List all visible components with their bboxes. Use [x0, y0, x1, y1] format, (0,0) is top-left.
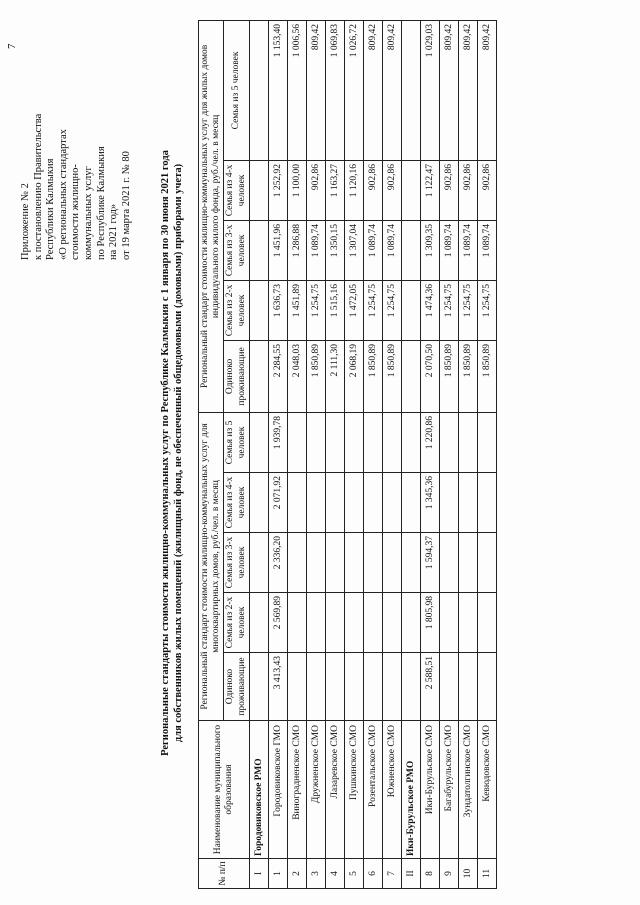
- table-row: [420, 20, 439, 888]
- value-cell: 902,86: [439, 160, 458, 220]
- table-row: [306, 20, 325, 888]
- value-cell: [401, 20, 420, 160]
- value-cell: [458, 412, 477, 472]
- value-cell: 809,42: [458, 20, 477, 160]
- value-cell: [344, 412, 363, 472]
- value-cell: [249, 160, 268, 220]
- value-cell: 1 006,56: [287, 20, 306, 160]
- municipality-name: Зундатолгинское СМО: [458, 721, 477, 859]
- value-cell: 1 636,73: [268, 280, 287, 340]
- municipality-name: Городовиковское ГМО: [268, 721, 287, 859]
- municipality-name: Городовиковское РМО: [249, 721, 268, 859]
- value-cell: 1 089,74: [439, 220, 458, 280]
- column-header-izhs-3: Семья из 4-х человек: [224, 160, 249, 220]
- column-header-izhs-1: Семья из 2-х человек: [224, 280, 249, 340]
- value-cell: [477, 412, 496, 472]
- value-cell: [458, 653, 477, 721]
- value-cell: 1 451,96: [268, 220, 287, 280]
- value-cell: 1 026,72: [344, 20, 363, 160]
- row-number: 8: [420, 859, 439, 889]
- value-cell: [382, 473, 401, 533]
- value-cell: [439, 653, 458, 721]
- value-cell: 902,86: [458, 160, 477, 220]
- page-number: 7: [6, 43, 18, 49]
- header-line: к постановлению Правительства: [32, 113, 44, 260]
- value-cell: [401, 340, 420, 412]
- municipality-name: Лазаревское СМО: [325, 721, 344, 859]
- value-cell: [458, 593, 477, 653]
- municipality-name: Розентальское СМО: [363, 721, 382, 859]
- group-header-mkd: Региональный стандарт стоимости жилищно-коммунальных услуг для многоквартирных домов, руб./чел. в месяц: [199, 412, 224, 720]
- value-cell: [477, 473, 496, 533]
- value-cell: 1 089,74: [363, 220, 382, 280]
- value-cell: 1 089,74: [458, 220, 477, 280]
- group-header-izhs: Региональный стандарт стоимости жилищно-коммунальных услуг для жилых домов индивидуального жилого фонда, руб./чел. в месяц: [199, 20, 224, 412]
- value-cell: 1 254,75: [439, 280, 458, 340]
- value-cell: 2 569,89: [268, 593, 287, 653]
- value-cell: 1 163,27: [325, 160, 344, 220]
- group-row: [249, 20, 268, 888]
- value-cell: [344, 653, 363, 721]
- table-row: [268, 20, 287, 888]
- value-cell: [401, 533, 420, 593]
- table-row: [344, 20, 363, 888]
- value-cell: 902,86: [477, 160, 496, 220]
- value-cell: 1 472,05: [344, 280, 363, 340]
- value-cell: [287, 473, 306, 533]
- value-cell: [439, 473, 458, 533]
- header-line: Приложение № 2: [20, 183, 31, 260]
- table-row: [439, 20, 458, 888]
- value-cell: [249, 220, 268, 280]
- value-cell: 1 345,36: [420, 473, 439, 533]
- header-line: коммунальных услуг: [82, 166, 94, 260]
- value-cell: 2 071,92: [268, 473, 287, 533]
- header-line: стоимости жилищно-: [70, 164, 82, 260]
- value-cell: 1 254,75: [382, 280, 401, 340]
- row-number: 5: [344, 859, 363, 889]
- row-number: II: [401, 859, 420, 889]
- value-cell: [344, 533, 363, 593]
- municipality-name: Виноградненское СМО: [287, 721, 306, 859]
- value-cell: [382, 533, 401, 593]
- header-line: на 2021 год»: [108, 203, 120, 260]
- value-cell: 1 451,89: [287, 280, 306, 340]
- value-cell: [306, 593, 325, 653]
- value-cell: 1 850,89: [458, 340, 477, 412]
- value-cell: 1 089,74: [477, 220, 496, 280]
- row-number: 3: [306, 859, 325, 889]
- value-cell: [401, 160, 420, 220]
- value-cell: [439, 412, 458, 472]
- row-number: 11: [477, 859, 496, 889]
- value-cell: 809,42: [306, 20, 325, 160]
- value-cell: [344, 593, 363, 653]
- value-cell: [249, 653, 268, 721]
- value-cell: 809,42: [382, 20, 401, 160]
- header-line: «О региональных стандартах: [57, 129, 69, 260]
- row-number: 7: [382, 859, 401, 889]
- value-cell: 2 068,19: [344, 340, 363, 412]
- value-cell: [363, 473, 382, 533]
- value-cell: 1 069,83: [325, 20, 344, 160]
- value-cell: 1 350,15: [325, 220, 344, 280]
- row-number: 9: [439, 859, 458, 889]
- value-cell: 902,86: [306, 160, 325, 220]
- value-cell: 1 850,89: [363, 340, 382, 412]
- value-cell: [401, 280, 420, 340]
- municipality-name: Дружненское СМО: [306, 721, 325, 859]
- value-cell: 2 284,55: [268, 340, 287, 412]
- value-cell: 1 850,89: [306, 340, 325, 412]
- value-cell: 1 850,89: [382, 340, 401, 412]
- column-header-mkd-2: Семья из 3-х человек: [224, 533, 249, 593]
- row-number: 10: [458, 859, 477, 889]
- value-cell: [363, 533, 382, 593]
- value-cell: 1 850,89: [439, 340, 458, 412]
- municipality-name: Ики-Бурульское РМО: [401, 721, 420, 859]
- value-cell: [344, 473, 363, 533]
- value-cell: 1 474,36: [420, 280, 439, 340]
- value-cell: [477, 653, 496, 721]
- value-cell: 1 120,16: [344, 160, 363, 220]
- value-cell: [249, 533, 268, 593]
- column-header-mkd-0: Одиноко проживающие: [224, 653, 249, 721]
- value-cell: 809,42: [439, 20, 458, 160]
- value-cell: [306, 412, 325, 472]
- value-cell: [401, 473, 420, 533]
- value-cell: 1 254,75: [363, 280, 382, 340]
- value-cell: 1 309,35: [420, 220, 439, 280]
- value-cell: 1 254,75: [458, 280, 477, 340]
- municipality-name: Пушкинское СМО: [344, 721, 363, 859]
- header-line: по Республике Калмыкия: [95, 146, 107, 260]
- value-cell: [249, 593, 268, 653]
- value-cell: 2 336,20: [268, 533, 287, 593]
- value-cell: 1 307,04: [344, 220, 363, 280]
- value-cell: 1 089,74: [306, 220, 325, 280]
- value-cell: [382, 653, 401, 721]
- value-cell: [401, 412, 420, 472]
- document-title: [160, 23, 185, 883]
- value-cell: 1 939,78: [268, 412, 287, 472]
- value-cell: 1 252,92: [268, 160, 287, 220]
- value-cell: 1 100,00: [287, 160, 306, 220]
- municipality-name: Ики-Бурульское СМО: [420, 721, 439, 859]
- value-cell: [477, 593, 496, 653]
- value-cell: [287, 593, 306, 653]
- value-cell: 1 029,03: [420, 20, 439, 160]
- value-cell: 1 805,98: [420, 593, 439, 653]
- column-header-izhs-0: Одиноко проживающие: [224, 340, 249, 412]
- value-cell: 1 122,47: [420, 160, 439, 220]
- value-cell: [249, 412, 268, 472]
- column-header-izhs-2: Семья из 3-х человек: [224, 220, 249, 280]
- municipality-name: Багабурульское СМО: [439, 721, 458, 859]
- title-line-2: для собственников жилых помещений (жилищный фонд, не обеспеченный общедомовыми (домовыми) приборами учета): [172, 163, 184, 743]
- value-cell: [287, 533, 306, 593]
- value-cell: [325, 473, 344, 533]
- value-cell: [477, 533, 496, 593]
- table-row: [325, 20, 344, 888]
- value-cell: 809,42: [363, 20, 382, 160]
- column-header-izhs-4: Семья из 5 человек: [224, 20, 249, 160]
- value-cell: [458, 473, 477, 533]
- value-cell: 1 153,40: [268, 20, 287, 160]
- value-cell: [249, 20, 268, 160]
- value-cell: 1 254,75: [306, 280, 325, 340]
- value-cell: [363, 412, 382, 472]
- value-cell: [401, 653, 420, 721]
- value-cell: [363, 653, 382, 721]
- header-line: Республики Калмыкия: [45, 158, 57, 260]
- value-cell: [439, 533, 458, 593]
- value-cell: 1 594,37: [420, 533, 439, 593]
- value-cell: [382, 412, 401, 472]
- value-cell: 2 588,51: [420, 653, 439, 721]
- value-cell: 2 111,30: [325, 340, 344, 412]
- table-row: [477, 20, 496, 888]
- value-cell: [306, 653, 325, 721]
- value-cell: 1 850,89: [477, 340, 496, 412]
- value-cell: 2 048,03: [287, 340, 306, 412]
- column-header-mkd-1: Семья из 2-х человек: [224, 593, 249, 653]
- value-cell: [287, 412, 306, 472]
- row-number: I: [249, 859, 268, 889]
- table-row: [458, 20, 477, 888]
- value-cell: 1 254,75: [477, 280, 496, 340]
- municipality-name: Южненское СМО: [382, 721, 401, 859]
- value-cell: [325, 653, 344, 721]
- municipality-name: Кевюдовское СМО: [477, 721, 496, 859]
- value-cell: 3 413,43: [268, 653, 287, 721]
- value-cell: [306, 473, 325, 533]
- value-cell: [249, 340, 268, 412]
- value-cell: [382, 593, 401, 653]
- value-cell: [325, 412, 344, 472]
- table-row: [363, 20, 382, 888]
- table-row: [382, 20, 401, 888]
- row-number: 2: [287, 859, 306, 889]
- value-cell: 902,86: [382, 160, 401, 220]
- column-header-mkd-3: Семья из 4-х человек: [224, 473, 249, 533]
- value-cell: 1 515,16: [325, 280, 344, 340]
- value-cell: [439, 593, 458, 653]
- column-header-mkd-4: Семья из 5 человек: [224, 412, 249, 472]
- standards-table: [198, 20, 497, 889]
- value-cell: [306, 533, 325, 593]
- row-number: 4: [325, 859, 344, 889]
- appendix-header: [20, 30, 133, 260]
- title-line-1: Региональные стандарты стоимости жилищно-коммунальных услуг по Республике Калмыкия с 1 января по 30 июня 2021 года: [160, 150, 171, 756]
- value-cell: [249, 280, 268, 340]
- value-cell: [401, 593, 420, 653]
- value-cell: 902,86: [363, 160, 382, 220]
- value-cell: 1 286,88: [287, 220, 306, 280]
- value-cell: [325, 593, 344, 653]
- row-number: 6: [363, 859, 382, 889]
- column-header-number: № п/п: [199, 859, 250, 889]
- value-cell: 2 070,50: [420, 340, 439, 412]
- value-cell: 1 220,86: [420, 412, 439, 472]
- table-row: [287, 20, 306, 888]
- value-cell: [249, 473, 268, 533]
- group-row: [401, 20, 420, 888]
- header-line: от 19 марта 2021 г. № 80: [120, 151, 132, 260]
- value-cell: [363, 593, 382, 653]
- value-cell: [325, 533, 344, 593]
- value-cell: [287, 653, 306, 721]
- value-cell: [458, 533, 477, 593]
- value-cell: [401, 220, 420, 280]
- value-cell: 809,42: [477, 20, 496, 160]
- value-cell: 1 089,74: [382, 220, 401, 280]
- column-header-name: Наименование муниципального образования: [199, 721, 250, 859]
- row-number: 1: [268, 859, 287, 889]
